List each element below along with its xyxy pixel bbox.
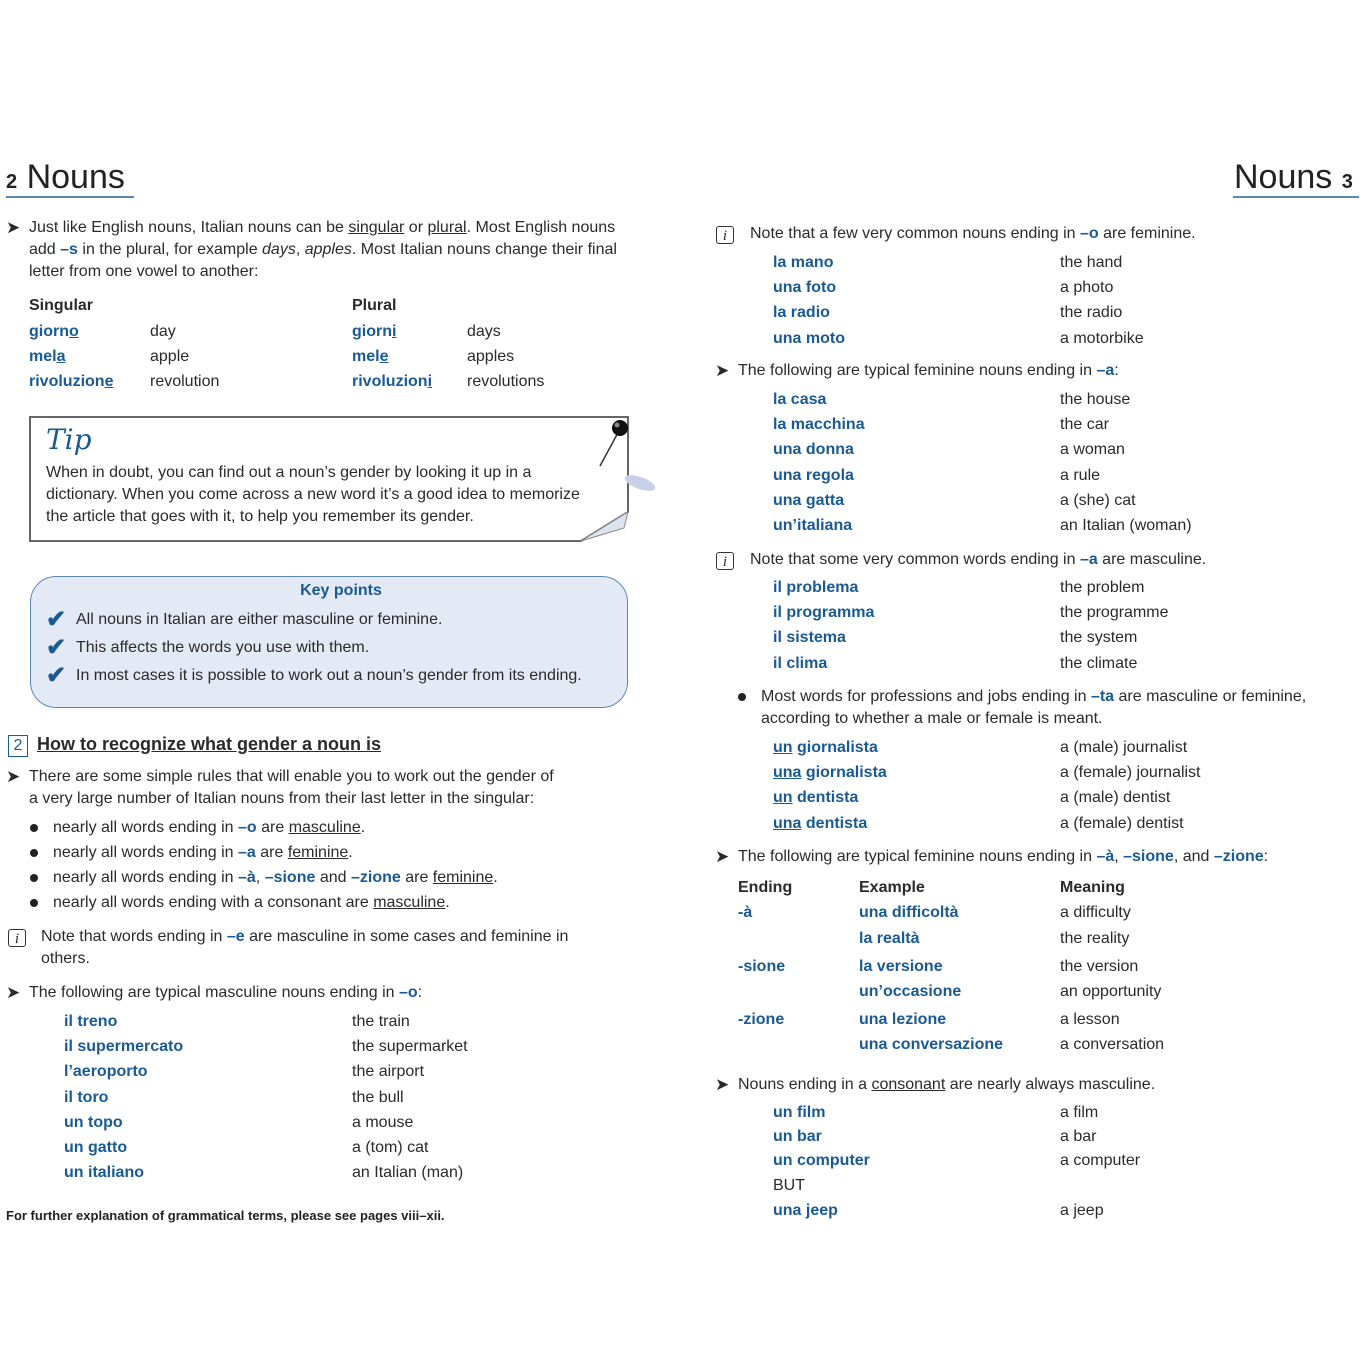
text-segment: nearly all words ending with a consonant are	[53, 894, 374, 911]
example-cell: la realtà	[859, 930, 920, 947]
italian-noun: un computer	[773, 1152, 870, 1169]
italian-noun: il sistema	[773, 629, 846, 647]
tip-text	[46, 462, 606, 528]
info-icon: i	[716, 552, 734, 570]
text-segment: are feminine.	[1098, 225, 1196, 242]
right-page-number: 3	[1341, 171, 1353, 193]
italian-noun: un italiano	[64, 1164, 144, 1182]
table-header-ending: Ending	[738, 879, 793, 896]
tip-title: Tip	[46, 423, 92, 456]
text-line	[29, 217, 659, 239]
example-days: days	[262, 241, 296, 258]
noun: giornalista	[792, 739, 878, 756]
example-cell: una lezione	[859, 1011, 947, 1028]
text-segment: masculine	[288, 819, 361, 836]
bullet-icon	[30, 824, 38, 832]
italian-noun: una moto	[773, 329, 845, 347]
word-stem: giorn	[352, 323, 392, 340]
text: . Most English nouns	[466, 219, 616, 236]
text-segment: nearly all words ending in	[53, 844, 238, 861]
table-header-meaning: Meaning	[1060, 879, 1125, 896]
word-stem: mel	[352, 348, 380, 365]
bullet-icon	[738, 693, 746, 701]
text-segment: Note that some very common words ending in	[750, 551, 1080, 568]
profession-noun	[773, 813, 867, 835]
text-segment: ,	[1114, 848, 1124, 865]
english-translation: an Italian (man)	[352, 1164, 464, 1182]
but-label: BUT	[773, 1177, 805, 1194]
article: un	[773, 739, 793, 756]
text: Just like English nouns, Italian nouns can be	[29, 219, 349, 236]
left-page-number: 2	[6, 171, 18, 193]
text-segment: masculine	[373, 894, 446, 911]
table-header-example: Example	[859, 879, 925, 896]
italian-noun: l’aeroporto	[64, 1063, 148, 1081]
text-segment: –o	[238, 819, 257, 836]
text-segment: :	[1263, 848, 1269, 865]
profession-noun	[773, 737, 878, 759]
arrow-bullet-icon: ➤	[6, 767, 21, 786]
word-stem: giorn	[29, 323, 69, 340]
english-translation: the supermarket	[352, 1038, 468, 1056]
english-translation: an Italian (woman)	[1060, 517, 1192, 534]
english-translation: the problem	[1060, 579, 1145, 596]
key-point: This affects the words you use with them.	[76, 639, 370, 656]
singular-translation: day	[150, 323, 176, 340]
english-translation: the system	[1060, 629, 1138, 647]
left-page-title: Nouns	[26, 158, 125, 196]
profession-noun	[773, 762, 887, 784]
masc-intro	[29, 982, 422, 1004]
italian-noun: un topo	[64, 1113, 123, 1131]
left-heading-rule	[6, 196, 134, 198]
bullet-icon	[30, 899, 38, 907]
singular-translation: revolution	[150, 373, 220, 390]
fem-a-intro	[738, 360, 1119, 382]
english-translation: a bar	[1060, 1128, 1097, 1145]
word-stem: rivoluzion	[352, 373, 428, 390]
term-singular: singular	[348, 219, 405, 236]
rule-a	[53, 842, 353, 864]
english-translation: the airport	[352, 1063, 425, 1081]
info-icon: i	[716, 226, 734, 244]
rule-o	[53, 817, 365, 839]
text-segment: feminine	[432, 869, 494, 886]
plural-translation: days	[467, 323, 501, 340]
plural-translation: apples	[467, 348, 515, 365]
italian-noun: la macchina	[773, 416, 865, 434]
tip-line: When in doubt, you can find out a noun’s gender by looking it up in a	[46, 464, 532, 481]
footnote: For further explanation of grammatical terms, please see pages viii–xii.	[6, 1208, 445, 1223]
english-translation: a rule	[1060, 466, 1101, 484]
english-translation: a film	[1060, 1104, 1099, 1121]
text-segment: –zione	[1213, 848, 1264, 865]
english-translation: a photo	[1060, 279, 1114, 297]
term-plural: plural	[427, 219, 467, 236]
italian-noun: un film	[773, 1104, 826, 1121]
key-points-title: Key points	[300, 582, 382, 599]
noun: giornalista	[801, 764, 887, 782]
text-segment: and	[315, 869, 351, 886]
singular-word	[29, 346, 65, 368]
tip-line: dictionary. When you come across a new word it’s a good idea to memorize	[46, 486, 580, 503]
italian-noun: il toro	[64, 1088, 109, 1106]
key-point: In most cases it is possible to work out a noun’s gender from its ending.	[76, 667, 582, 684]
text: letter from one vowel to another:	[29, 263, 259, 280]
intro-paragraph	[29, 217, 659, 283]
text-segment: :	[417, 984, 423, 1001]
text-segment: –a	[1096, 362, 1115, 379]
word-stem: mel	[29, 348, 57, 365]
text-segment: are masculine in some cases and feminine in	[244, 928, 569, 945]
english-translation: the car	[1060, 416, 1109, 434]
arrow-bullet-icon: ➤	[6, 218, 21, 237]
rules-intro	[29, 766, 554, 810]
plural-word	[352, 371, 432, 393]
example-cell: una conversazione	[859, 1036, 1004, 1053]
professions-note	[761, 686, 1306, 730]
article: una	[773, 764, 802, 782]
singular-word	[29, 321, 79, 343]
section-number: 2	[13, 737, 23, 754]
word-ending: e	[104, 373, 114, 390]
word-ending: i	[392, 323, 397, 340]
text-segment: Note that a few very common nouns ending in	[750, 225, 1080, 242]
section-title: How to recognize what gender a noun is	[37, 734, 382, 754]
text-segment: –sione	[264, 869, 316, 886]
meaning-cell: the version	[1060, 958, 1139, 975]
english-translation: the hand	[1060, 254, 1123, 271]
text-segment: The following are typical feminine nouns ending in	[738, 362, 1097, 379]
text-segment: .	[445, 894, 450, 911]
english-translation: the climate	[1060, 654, 1138, 672]
text-segment: –a	[1079, 551, 1098, 568]
text: a very large number of Italian nouns from their last letter in the singular:	[29, 790, 535, 807]
text-segment: , and	[1173, 848, 1214, 865]
italian-noun: la casa	[773, 391, 827, 408]
italian-noun: il programma	[773, 604, 875, 622]
english-translation: a motorbike	[1060, 329, 1144, 347]
text-segment: The following are typical feminine nouns ending in	[738, 848, 1097, 865]
text-segment: consonant	[871, 1076, 946, 1093]
checkmark-icon: ✔	[46, 634, 67, 661]
text-segment: –a	[238, 844, 256, 861]
text-segment: .	[360, 819, 366, 836]
text-line	[761, 686, 1306, 708]
right-page-title: Nouns	[1234, 158, 1333, 196]
rule-consonant	[53, 892, 450, 914]
english-translation: a woman	[1060, 441, 1125, 459]
text-segment: .	[493, 869, 498, 886]
fem-endings-intro	[738, 846, 1268, 868]
text-segment: Note that words ending in	[41, 928, 227, 945]
singular-word	[29, 371, 113, 393]
text-segment: –e	[226, 928, 245, 945]
exception-italian: una jeep	[773, 1202, 838, 1219]
checkmark-icon: ✔	[46, 662, 67, 689]
note-o	[750, 223, 1196, 245]
italian-noun: una donna	[773, 441, 854, 459]
text-segment: are masculine.	[1097, 551, 1207, 568]
checkmark-icon: ✔	[46, 606, 67, 633]
italian-noun: il supermercato	[64, 1038, 184, 1056]
ending-s: –s	[60, 241, 78, 258]
word-ending: e	[379, 348, 389, 365]
italian-noun: la mano	[773, 254, 834, 271]
text-segment: are	[255, 844, 288, 861]
text-segment: –o	[399, 984, 418, 1001]
text-segment: are masculine or feminine,	[1114, 688, 1307, 705]
italian-noun: una foto	[773, 279, 837, 297]
meaning-cell: a lesson	[1060, 1011, 1120, 1028]
noun: dentista	[801, 814, 868, 832]
bullet-icon	[30, 874, 38, 882]
singular-header: Singular	[29, 297, 94, 314]
meaning-cell: an opportunity	[1060, 983, 1162, 1000]
text-segment: .	[348, 844, 353, 861]
text-segment: are	[400, 869, 433, 886]
text: . Most Italian nouns change their final	[351, 241, 617, 258]
bullet-icon	[30, 849, 38, 857]
key-point: All nouns in Italian are either masculine or feminine.	[76, 611, 443, 628]
right-heading-rule	[1233, 196, 1359, 198]
text-segment: Most words for professions and jobs ending in	[761, 688, 1091, 705]
text-segment: are	[256, 819, 289, 836]
text: ,	[295, 241, 305, 258]
note-a	[750, 549, 1206, 571]
plural-translation: revolutions	[467, 373, 545, 390]
text-line: according to whether a male or female is meant.	[761, 710, 1103, 727]
word-ending: i	[427, 373, 433, 390]
text-segment: nearly all words ending in	[53, 819, 238, 836]
text-segment: nearly all words ending in	[53, 869, 238, 886]
italian-noun: un bar	[773, 1128, 822, 1145]
meaning-cell: a difficulty	[1060, 904, 1131, 921]
text-segment: :	[1114, 362, 1119, 379]
plural-word	[352, 321, 396, 343]
word-ending: a	[56, 348, 66, 365]
english-translation: a (tom) cat	[352, 1139, 429, 1156]
singular-translation: apple	[150, 348, 190, 365]
text: or	[404, 219, 428, 236]
example-cell: la versione	[859, 958, 943, 975]
ending-cell: -à	[738, 904, 753, 921]
ending-cell: -sione	[738, 958, 786, 975]
plural-header: Plural	[352, 297, 397, 314]
text-segment: –zione	[350, 869, 401, 886]
rule-a-sione-zione	[53, 867, 498, 889]
english-translation: a mouse	[352, 1113, 414, 1131]
english-translation: the radio	[1060, 304, 1123, 322]
english-translation: a (male) dentist	[1060, 789, 1171, 807]
english-translation: a (she) cat	[1060, 491, 1136, 509]
italian-noun: un’italiana	[773, 517, 853, 534]
italian-noun: una regola	[773, 466, 854, 484]
english-translation: a computer	[1060, 1152, 1141, 1169]
consonant-intro	[738, 1074, 1155, 1096]
italian-noun: un gatto	[64, 1139, 128, 1156]
english-translation: the programme	[1060, 604, 1169, 622]
english-translation: a (female) journalist	[1060, 764, 1201, 782]
arrow-bullet-icon: ➤	[715, 361, 730, 380]
english-translation: a (male) journalist	[1060, 739, 1188, 756]
text-segment: ,	[255, 869, 265, 886]
word-ending: o	[69, 323, 79, 340]
meaning-cell: a conversation	[1060, 1036, 1165, 1053]
info-icon: i	[8, 929, 26, 947]
note-e	[41, 926, 568, 970]
meaning-cell: the reality	[1060, 930, 1130, 947]
italian-noun: una gatta	[773, 491, 845, 509]
text-segment: feminine	[287, 844, 349, 861]
english-translation: the train	[352, 1013, 410, 1030]
text: add	[29, 241, 61, 258]
english-translation: the house	[1060, 391, 1131, 408]
noun: dentista	[792, 789, 859, 807]
english-translation: a (female) dentist	[1060, 814, 1184, 832]
arrow-bullet-icon: ➤	[6, 983, 21, 1002]
english-translation: the bull	[352, 1088, 404, 1106]
text-line: others.	[41, 950, 90, 967]
ending-cell: -zione	[738, 1011, 785, 1028]
text: There are some simple rules that will enable you to work out the gender of	[29, 768, 554, 785]
article: una	[773, 814, 802, 832]
text-segment: –ta	[1090, 688, 1115, 705]
plural-word	[352, 346, 388, 368]
pushpin-icon	[612, 420, 628, 436]
text-line	[41, 926, 568, 948]
text-segment: –sione	[1123, 848, 1174, 865]
article: un	[773, 789, 793, 807]
text-segment: Nouns ending in a	[738, 1076, 872, 1093]
example-apples: apples	[304, 241, 352, 258]
italian-noun: il problema	[773, 579, 859, 596]
profession-noun	[773, 787, 858, 809]
italian-noun: il clima	[773, 654, 828, 672]
arrow-bullet-icon: ➤	[715, 1075, 730, 1094]
italian-noun: il treno	[64, 1013, 118, 1030]
text-segment: The following are typical masculine nouns ending in	[29, 984, 399, 1001]
text-segment: –à	[1096, 848, 1115, 865]
text-segment: –o	[1079, 225, 1099, 242]
italian-noun: la radio	[773, 304, 830, 322]
text-segment: are nearly always masculine.	[945, 1076, 1156, 1093]
word-stem: rivoluzion	[29, 373, 105, 390]
text-segment: –à	[238, 869, 256, 886]
section-number-box	[8, 735, 28, 757]
text: in the plural, for example	[77, 241, 263, 258]
tip-line: the article that goes with it, to help you remember its gender.	[46, 508, 474, 525]
exception-english: a jeep	[1060, 1202, 1104, 1219]
example-cell: una difficoltà	[859, 904, 959, 921]
arrow-bullet-icon: ➤	[715, 847, 730, 866]
text-line	[29, 239, 659, 261]
example-cell: un’occasione	[859, 983, 962, 1000]
